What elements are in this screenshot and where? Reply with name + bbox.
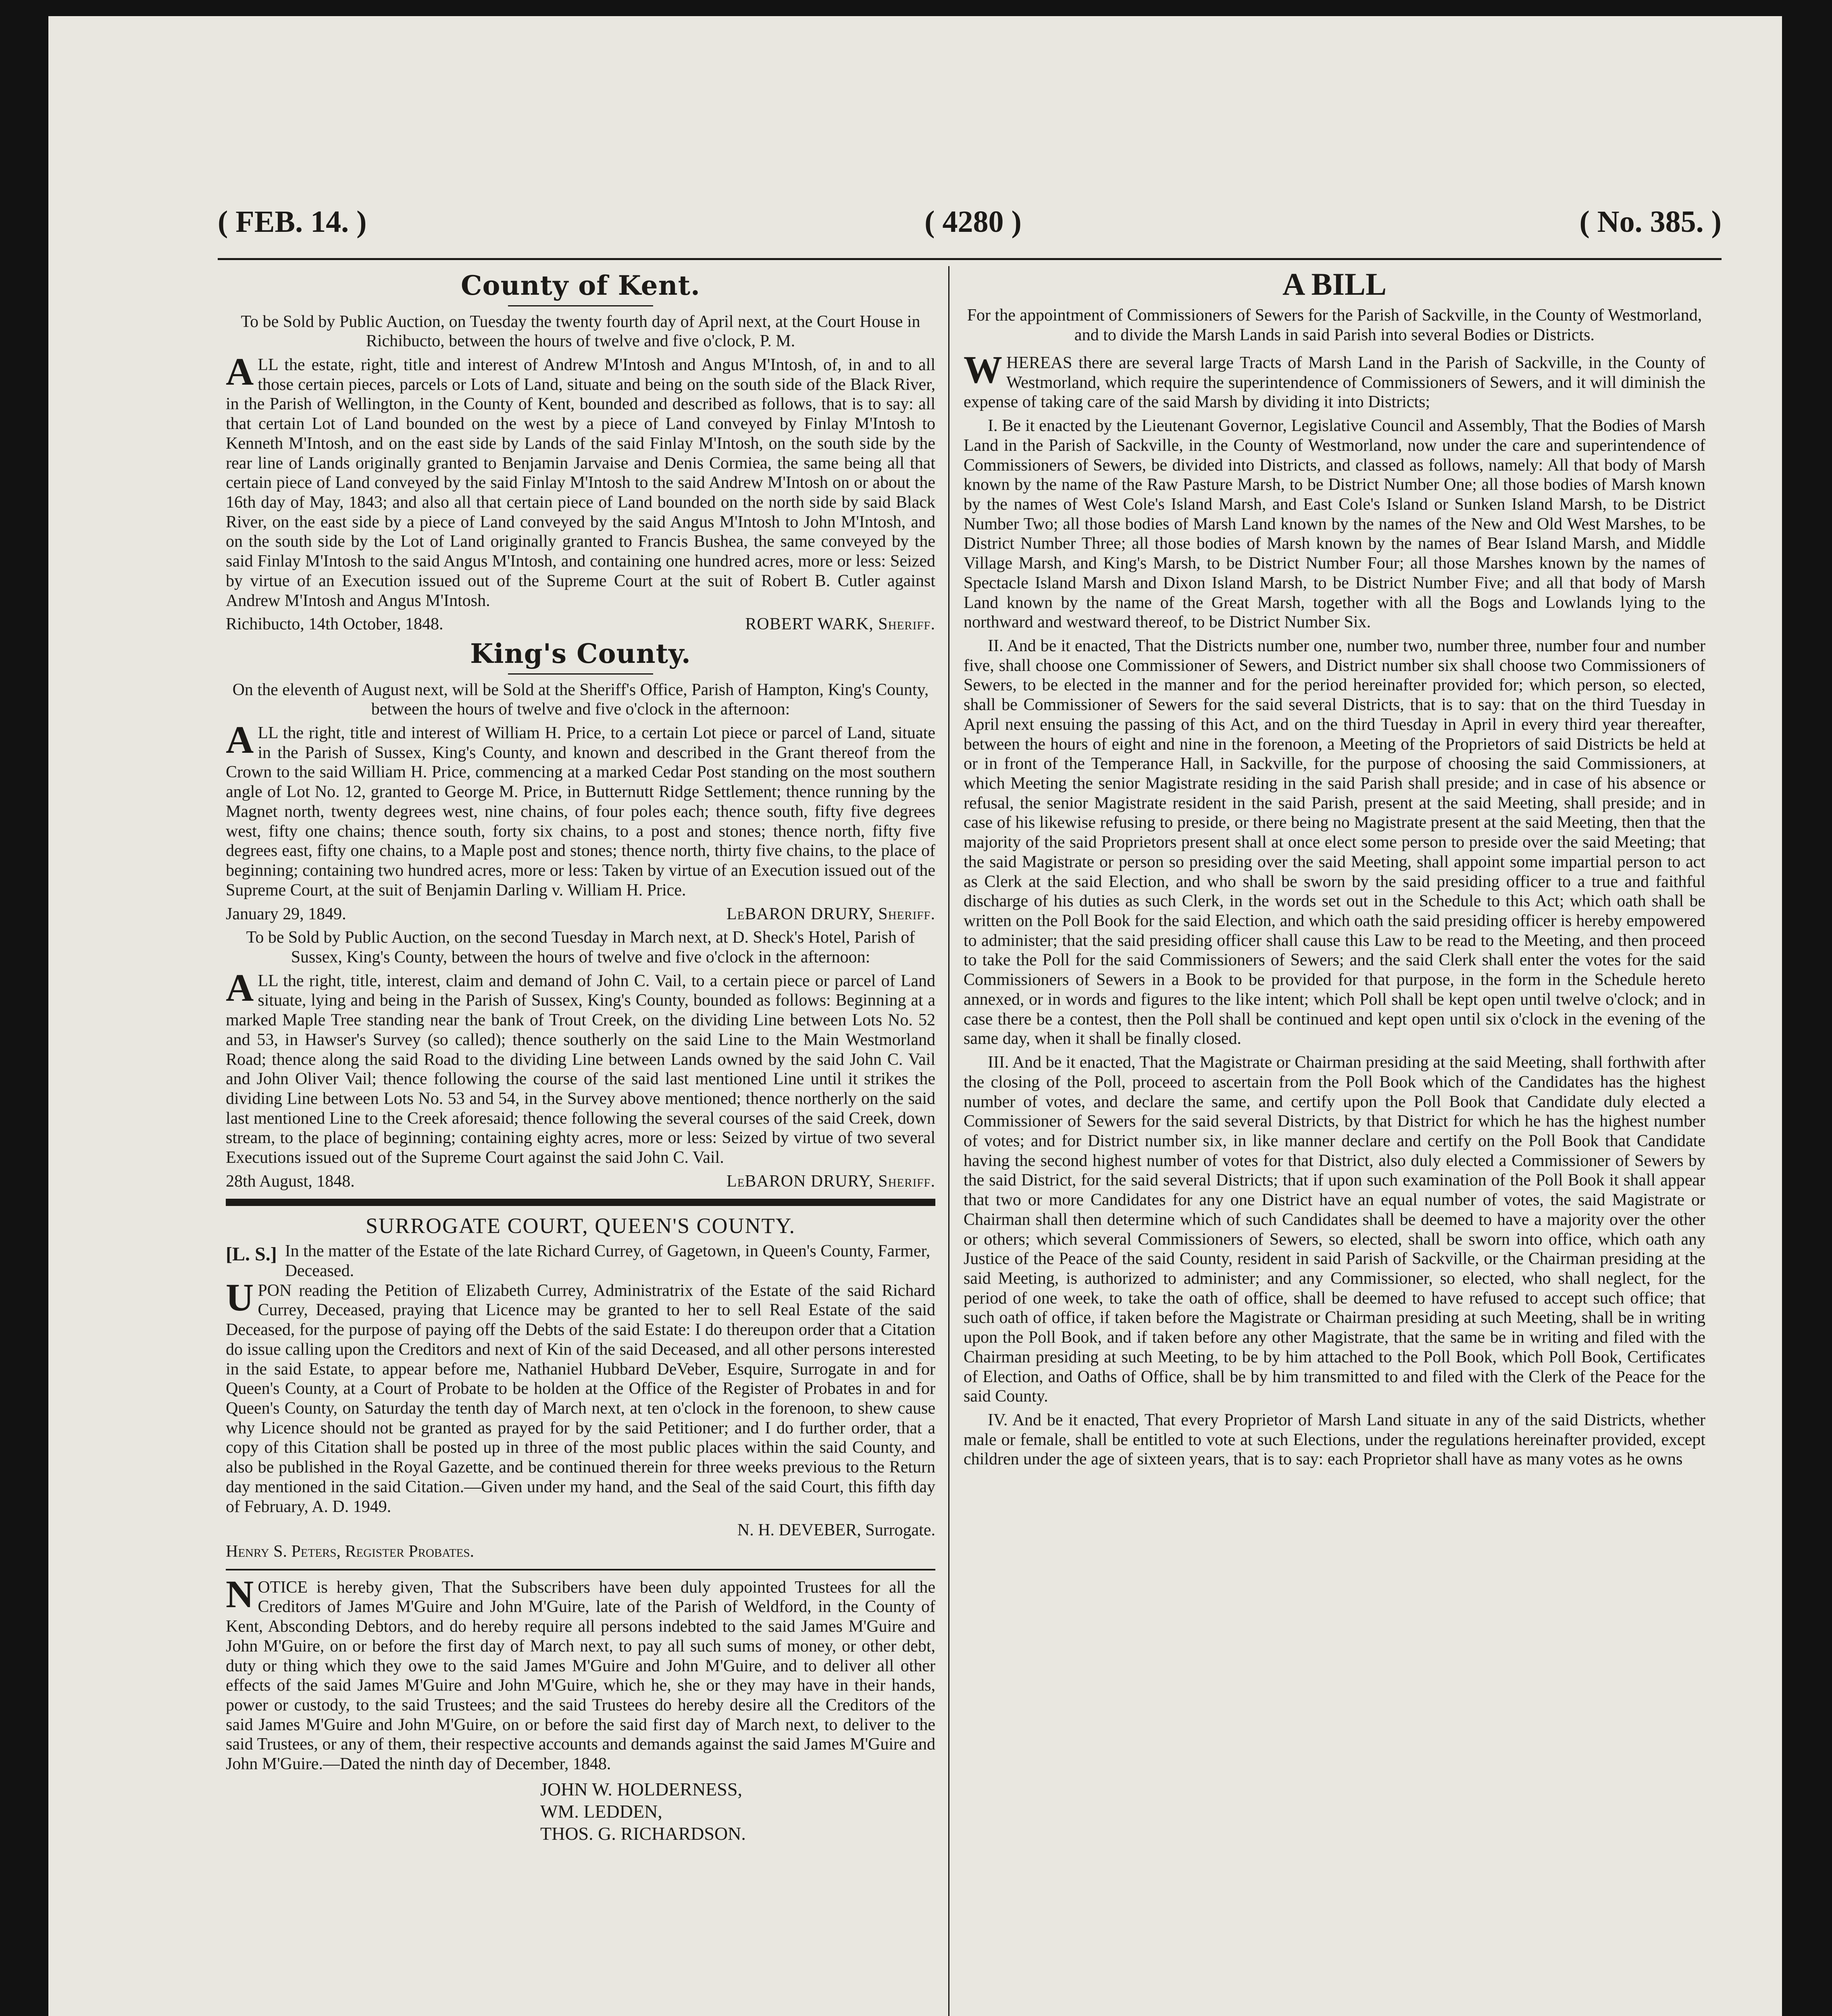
sussex-sheriff: LeBARON DRURY, Sheriff.: [727, 1172, 935, 1191]
kings-date: January 29, 1849.: [226, 904, 346, 923]
kent-sheriff: ROBERT WARK, Sheriff.: [745, 615, 935, 634]
bill-section: IV. And be it enacted, That every Proprietor of Marsh Land situate in any of the said Districts, whether male or female, shall be entitled to vote at such Elections, under the regulations hereinafter provided, except children under the age of sixteen years, that is to say: each Proprietor shall have as many votes as he owns: [964, 1411, 1705, 1469]
kent-notice: [226, 270, 935, 634]
sussex-notice: [226, 928, 935, 1191]
surrogate-heading: SURROGATE COURT, QUEEN'S COUNTY.: [365, 1213, 796, 1238]
kings-signature-line: [226, 904, 935, 924]
notice-divider: [226, 1569, 935, 1570]
surrogate-signature: N. H. DEVEBER, Surrogate.: [737, 1521, 935, 1540]
trustee-name: THOS. G. RICHARDSON.: [540, 1823, 746, 1844]
bill-subtitle: For the appointment of Commissioners of Sewers for the Parish of Sackville, in the County of Westmorland, and to divide the Marsh Lands in said Parish into several Bodies or Districts.: [967, 306, 1702, 345]
trustee-name: WM. LEDDEN,: [540, 1801, 662, 1822]
sussex-date: 28th August, 1848.: [226, 1172, 355, 1191]
sussex-intro: To be Sold by Public Auction, on the second Tuesday in March next, at D. Sheck's Hotel, Parish of Sussex, King's County, between the hours of twelve and five o'clock in the afternoon:: [246, 928, 915, 966]
sussex-body: ALL the right, title, interest, claim and demand of John C. Vail, to a certain piece or parcel of Land situate, lying and being in the Parish of Sussex, King's County, bounded as follows: Beginning at a marked Maple Tree standing near the bank of Trout Creek, on the dividing Line between Lots No. 52 and 53, in Hawser's Survey (so called); thence southerly on the said Line to the Main Westmorland Road; thence along the said Road to the dividing Line between Lands owned by the said John C. Vail and John Oliver Vail; thence following the course of the said last mentioned Line until it strikes the dividing Line between Lots No. 53 and 54, in the Survey above mentioned; thence northerly on the said last mentioned Line to the Creek aforesaid; thence following the several courses of the said Creek, down stream, to the place of beginning; containing eighty acres, more or less: Seized by virtue of two several Executions issued out of the Supreme Court against the said John C. Vail.: [226, 966, 935, 1167]
bill-section: III. And be it enacted, That the Magistrate or Chairman presiding at the said Meeting, shall forthwith after the closing of the Poll, proceed to ascertain from the Poll Book which of the Candidates has the highest number of votes, and declare the same, and certify upon the Poll Book that Candidate duly elected a Commissioner of Sewers for the said several Districts, by that District for which he has the highest number of votes; and for District number six, in like manner declare and certify on the Poll Book that Candidate having the second highest number of votes for that District, also duly elected a Commissioner of Sewers by the said District, for the said several Districts; that if upon such examination of the Poll Book it shall appear that two or more Candidates for any one District have an equal number of votes, the said Magistrate or Chairman shall then determine which of such Candidates shall be deemed to have a majority over the other or others; which several Commissioners of Sewers, so elected, shall be sworn into office, which oath any Justice of the Peace of the said County, resident in said Parish of Sackville, or the Chairman presiding at the said Meeting, is authorized to administer; and any Commissioner, so elected, who shall neglect, for the period of one week, to take the oath of office, shall be deemed to have refused to accept such office; that such oath of office, if taken before the Magistrate or Chairman presiding at such Meeting, shall be in writing upon the Poll Book, and if taken before any other Magistrate, that the same be in writing and filed with the Chairman presiding at such Meeting, to be by him attached to the Poll Book, which Poll Book, Certificates of Election, and Oaths of Office, shall be by him transmitted to and filed with the Clerk of the Peace for the said County.: [964, 1053, 1705, 1406]
section-divider: [226, 1199, 935, 1206]
issue-number: ( No. 385. ): [1579, 204, 1722, 239]
trustee-signatures: [540, 1778, 935, 1845]
header-rule: [218, 258, 1722, 260]
kent-intro: To be Sold by Public Auction, on Tuesday the twenty fourth day of April next, at the Court House in Richibucto, between the hours of twelve and five o'clock, P. M.: [241, 312, 920, 351]
page-header: [218, 190, 1722, 254]
kings-heading: King's County.: [226, 638, 935, 675]
register-signature: Henry S. Peters, Register Probates.: [226, 1542, 475, 1561]
right-column: [964, 266, 1705, 2016]
sussex-signature-line: [226, 1172, 935, 1191]
bill-section: I. Be it enacted by the Lieutenant Governor, Legislative Council and Assembly, That the Bodies of Marsh Land in the Parish of Sackville, in the County of Westmorland, now under the care and superintendence of Commissioners of Sewers, be divided into Districts, and classed as follows, namely: All that body of Marsh known by the name of the Raw Pasture Marsh, to be District Number One; all those bodies of Marsh known by the names of West Cole's Island Marsh, and East Cole's Island or Sunken Island Marsh, to be District Number Two; all those bodies of Marsh Land known by the names of the New and Old West Marshes, to be District Number Three; all those bodies of Marsh known by the names of Bear Island Marsh, and Middle Village Marsh, and King's Marsh, to be District Number Four; all those Marshes known by the names of Spectacle Island Marsh and Dixon Island Marsh, to be District Number Five; and all that body of Marsh Land known by the name of the Great Marsh, together with all the Bogs and Lowlands lying to the northward and westward thereof, to be District Number Six.: [964, 417, 1705, 632]
kent-date: Richibucto, 14th October, 1848.: [226, 615, 443, 634]
gazette-page: [48, 16, 1782, 2016]
bill-title: A BILL: [1282, 267, 1386, 302]
seal-mark: [L. S.]: [226, 1243, 277, 1265]
issue-date: ( FEB. 14. ): [218, 204, 367, 239]
kings-sheriff: LeBARON DRURY, Sheriff.: [727, 904, 935, 923]
kent-body: ALL the estate, right, title and interest of Andrew M'Intosh and Angus M'Intosh, of, in and to all those certain pieces, parcels or Lots of Land, situate and being on the south side of the Black River, in the Parish of Wellington, in the County of Kent, bounded and described as follows, that is to say: all that certain Lot of Land bounded on the west by a piece of Land conveyed by Finlay M'Intosh to Kenneth M'Intosh, and on the east side by Lands of the said Finlay M'Intosh, on the south side by the rear line of Lands originally granted to Benjamin Jarvaise and Denis Cormiea, the same being all that certain piece of Land conveyed by the said Finlay M'Intosh to the said Andrew M'Intosh on or about the 16th day of May, 1843; and also all that certain piece of Land bounded on the north side by said Black River, on the east side by a piece of Land conveyed by the said Angus M'Intosh to John M'Intosh, and on the south side by the Lot of Land originally granted to Francis Bushea, the same conveyed by the said Finlay M'Intosh to the said Angus M'Intosh, and containing one hundred acres, more or less: Seized by virtue of an Execution issued out of the Supreme Court at the suit of Robert B. Cutler against Andrew M'Intosh and Angus M'Intosh.: [226, 350, 935, 610]
kings-notice: [226, 638, 935, 924]
kings-body: ALL the right, title and interest of William H. Price, to a certain Lot piece or parcel of Land, situate in the Parish of Sussex, King's County, and known and described in the Grant thereof from the Crown to the said William H. Price, commencing at a marked Cedar Post standing on the most southern angle of Lot No. 12, granted to George M. Price, in Butternutt Ridge Settlement; thence running by the Magnet north, twenty degrees west, nine chains, of four poles each; thence south, fifty five degrees west, fifty one chains; thence south, forty six chains, to a post and stones; thence north, fifty five degrees east, fifty one chains, to a Maple post and stones; thence north, thirty five chains, to the place of beginning; containing two hundred acres, more or less: Taken by virtue of an Execution issued out of the Supreme Court, at the suit of Benjamin Darling v. William H. Price.: [226, 718, 935, 900]
surrogate-notice: [226, 1213, 935, 1562]
bill-section: II. And be it enacted, That the Districts number one, number two, number three, number four and number five, shall choose one Commissioner of Sewers, and District number six shall choose two Commissioners of Sewers, to be elected in the manner and for the period hereinafter provided for; which person, so elected, shall be Commissioner of Sewers for the said several Districts, that is to say: that on the third Tuesday in April next ensuing the passing of this Act, and on the third Tuesday in April in every third year thereafter, between the hours of eight and nine in the forenoon, a Meeting of the Proprietors of said Districts be held at or in front of the Temperance Hall, in Sackville, for the purpose of choosing the said Commissioners, at which Meeting the senior Magistrate residing in the said Parish shall preside; and in case of his absence or refusal, the senior Magistrate resident in the said Parish, present at the said Meeting, shall preside; and in case of his likewise refusing to preside, or there being no Magistrate present at the said Meeting, then that the majority of the said Proprietors present shall at once elect some person to preside over the said Meeting; that the said Magistrate or person so presiding over the said Meeting, shall appoint some impartial person to act as Clerk at the said Election, and who shall be sworn by the said presiding officer to a true and faithful discharge of his duties as such Clerk, in the words set out in the Schedule to this Act; which oath shall be written on the Poll Book for the said Election, and which oath the said presiding officer is hereby empowered to administer; that the said presiding officer shall cause this Law to be read to the Meeting, and then proceed to take the Poll for the said Commissioners of Sewers; and the said Clerk shall enter the votes for the said Commissioners of Sewers in a Book to be provided for that purpose, in the form in the Schedule hereto annexed, or in words and figures to the like intent; which Poll shall be kept open until twelve o'clock; and in case there be a contest, then the Poll shall be continued and kept open until six o'clock in the evening of the same day, when it shall be finally closed.: [964, 636, 1705, 1048]
left-column: [226, 266, 935, 2016]
surrogate-seal-row: [226, 1241, 935, 1281]
trustee-body: NOTICE is hereby given, That the Subscribers have been duly appointed Trustees for all the Creditors of James M'Guire and John M'Guire, late of the Parish of Weldford, in the County of Kent, Absconding Debtors, and do hereby require all persons indebted to the said James M'Guire and John M'Guire, on or before the first day of March next, to pay all such sums of money, or other debt, duty or thing which they owe to the said James M'Guire and John M'Guire, and to deliver all other effects of the said James M'Guire and John M'Guire, which he, she or they may have in their hands, power or custody, to the said Trustees; and the said Trustees do hereby desire all the Creditors of the said James M'Guire and John M'Guire, on or before the said first day of March next, to deliver to the said Trustees, or any of them, their respective accounts and demands against the said James M'Guire and John M'Guire.—Dated the ninth day of December, 1848.: [226, 1572, 935, 1774]
surrogate-body: UPON reading the Petition of Elizabeth Currey, Administratrix of the Estate of the said Richard Currey, Deceased, praying that Licence may be granted to her to sell Real Estate of the said Deceased, for the purpose of paying off the Debts of the said Estate: I do thereupon order that a Citation do issue calling upon the Creditors and next of Kin of the said Deceased, and all other persons interested in the said Estate, to appear before me, Nathaniel Hubbard DeVeber, Esquire, Surrogate in and for Queen's County, at a Court of Probate to be holden at the Office of the Register of Probates in and for Queen's County, on Saturday the tenth day of March next, at ten o'clock in the forenoon, to shew cause why Licence should not be granted as prayed for by the said Petitioner; and I do further order, that a copy of this Citation shall be posted up in three of the most public places within the said County, and also be published in the Royal Gazette, and be continued therein for three weeks previous to the Return day mentioned in the said Citation.—Given under my hand, and the Seal of the said Court, this fifth day of February, A. D. 1949.: [226, 1275, 935, 1516]
kent-signature-line: [226, 614, 935, 634]
bill-preamble: WHEREAS there are several large Tracts of Marsh Land in the Parish of Sackville, in the County of Westmorland, which require the superintendence of Commissioners of Sewers, and it will diminish the expense of taking care of the said Marsh by dividing it into Districts;: [964, 348, 1705, 412]
trustee-name: JOHN W. HOLDERNESS,: [540, 1779, 742, 1799]
kings-intro: On the eleventh of August next, will be Sold at the Sheriff's Office, Parish of Hampton, King's County, between the hours of twelve and five o'clock in the afternoon:: [232, 680, 929, 719]
column-divider: [948, 266, 949, 2016]
page-number: ( 4280 ): [924, 204, 1022, 239]
kent-heading: County of Kent.: [226, 270, 935, 306]
trustee-notice: [226, 1572, 935, 1845]
surrogate-matter: In the matter of the Estate of the late Richard Currey, of Gagetown, in Queen's County, Farmer, Deceased.: [285, 1242, 931, 1280]
